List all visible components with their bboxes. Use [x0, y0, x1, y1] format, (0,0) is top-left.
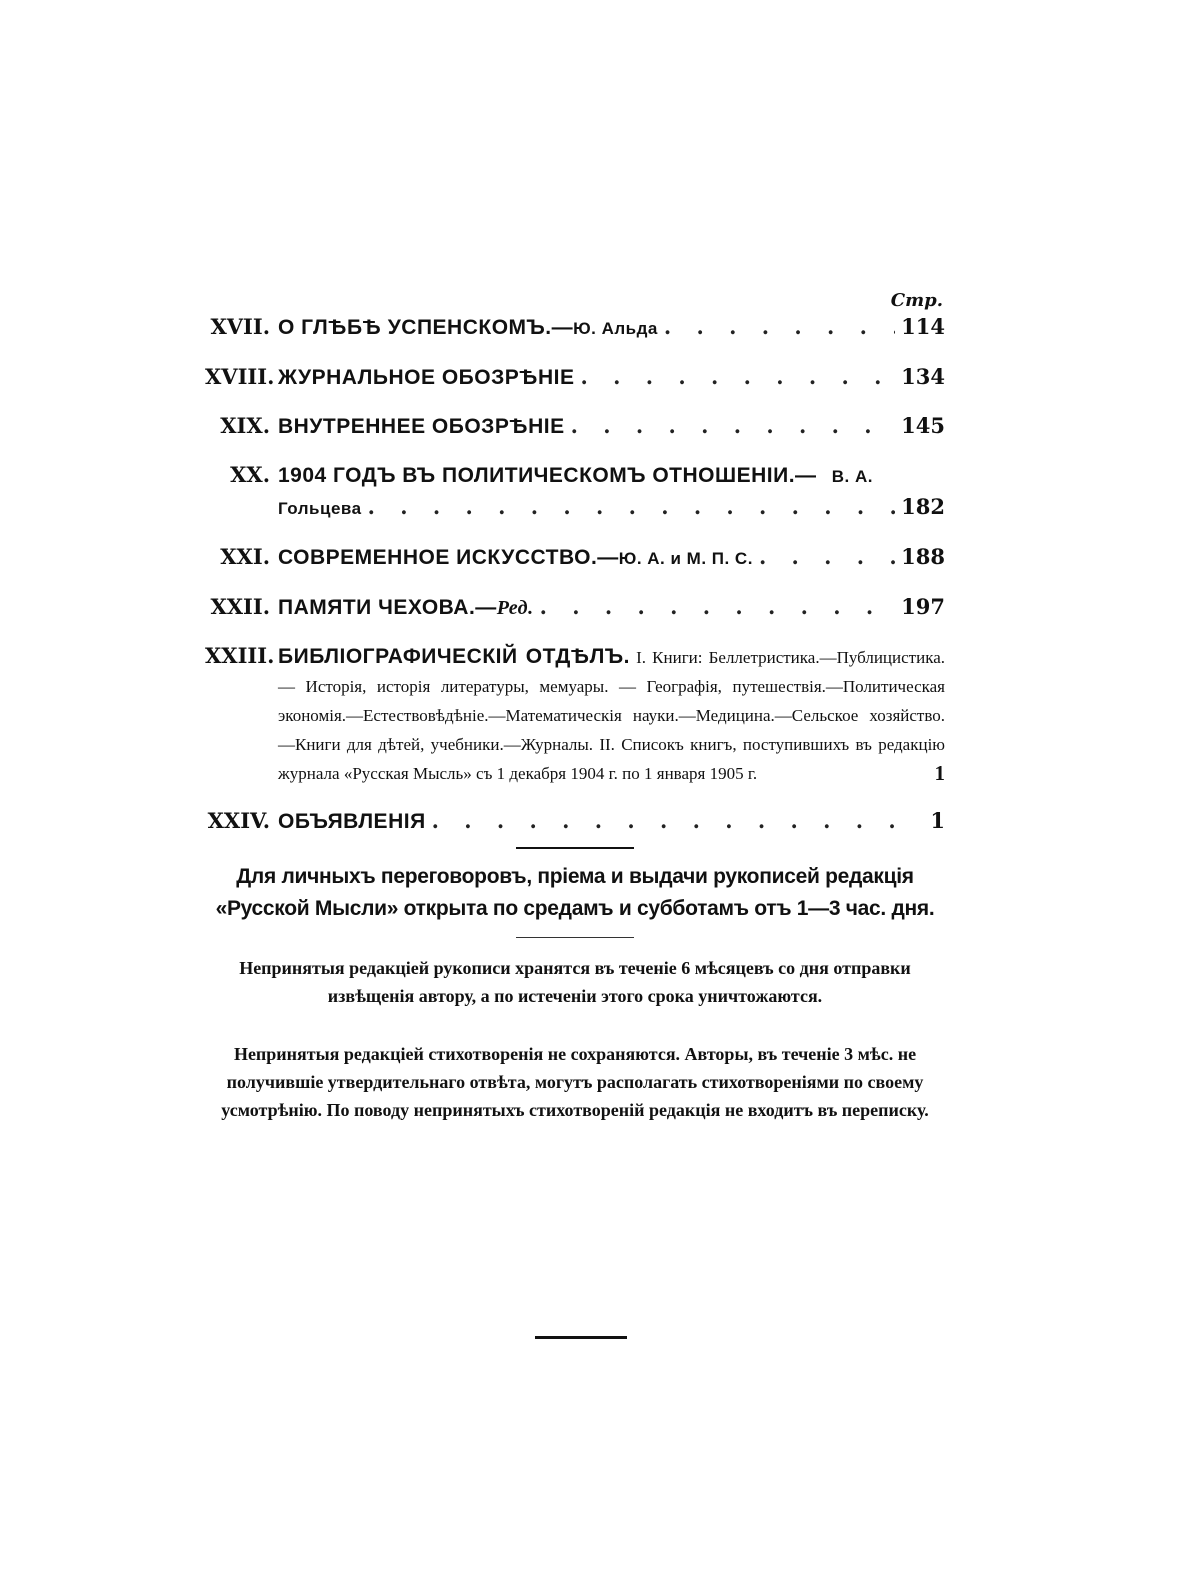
- entry-page: 114: [901, 314, 945, 339]
- toc-entry: [205, 460, 945, 524]
- entry-title: ПАМЯТИ ЧЕХОВА.—: [278, 596, 497, 619]
- entry-title: ВНУТРЕННЕЕ ОБОЗРѢНІЕ: [278, 415, 565, 438]
- dot-leader: [581, 362, 896, 392]
- toc-entry: [205, 362, 945, 393]
- entry-author: Ред.: [496, 597, 534, 619]
- entry-page: 1: [930, 808, 945, 833]
- dot-leader: [540, 592, 896, 622]
- toc-entry: [205, 542, 945, 574]
- poems-notice: Непринятыя редакціей стихотворенія не сохраняются. Авторы, въ теченіе 3 мѣс. не получившіе утвердительнаго отвѣта, могутъ располагать стихотвореніями по своему усмотрѣнію. По поводу непринятыхъ стихотвореній редакція не входитъ въ переписку.: [221, 1044, 929, 1120]
- section-divider: [516, 847, 634, 849]
- entry-title: ЖУРНАЛЬНОЕ ОБОЗРѢНІЕ: [278, 366, 575, 389]
- office-hours-notice: Для личныхъ переговоровъ, пріема и выдачи рукописей редакція «Русской Мысли» открыта по средамъ и субботамъ отъ 1—3 час. дня.: [215, 865, 935, 920]
- entry-page: 188: [901, 544, 945, 569]
- entry-numeral: XXIV .: [205, 806, 270, 836]
- section-divider: [516, 937, 634, 938]
- entry-numeral: XVII .: [205, 312, 270, 342]
- table-of-contents: [205, 290, 945, 1124]
- entry-page: 182: [901, 494, 945, 519]
- toc-entry: [205, 592, 945, 623]
- entry-text: I. Книги: Беллетристика.—Публицистика. — Исторія, исторія литературы, мемуары. — Географія, путешествія.—Политическая экономія.—Естествовѣдѣніе.—Математическія науки.—Медицина.—Сельское хозяйство.—Книги для дѣтей, учебники.—Журналы. II. Списокъ книгъ, поступившихъ въ редакцію журнала «Русская Мысль» съ 1 декабря 1904 г. по 1 января 1905 г.: [278, 648, 945, 783]
- toc-entry: [205, 411, 945, 442]
- entry-page: 197: [901, 594, 945, 619]
- toc-entry: [205, 641, 945, 788]
- entry-numeral: XVIII .: [205, 362, 270, 392]
- entry-page: 145: [901, 413, 945, 438]
- entry-title: СОВРЕМЕННОЕ ИСКУССТВО.—: [278, 546, 619, 569]
- entry-numeral: XX .: [205, 460, 270, 490]
- toc-entry: [205, 312, 945, 344]
- page-column-header: Стр.: [890, 290, 943, 311]
- manuscripts-notice: Непринятыя редакціей рукописи хранятся въ теченіе 6 мѣсяцевъ со дня отправки извѣщенія автору, а по истеченіи этого срока уничтожаются.: [239, 958, 911, 1006]
- dot-leader: [759, 542, 895, 572]
- end-divider: [535, 1336, 627, 1339]
- bibliography-description: [278, 642, 945, 788]
- entry-page: 134: [901, 364, 945, 389]
- entry-numeral: XXII .: [205, 592, 270, 622]
- entry-numeral: XXIII .: [205, 641, 270, 671]
- entry-author: В. А.: [831, 467, 873, 486]
- entry-page: 1: [934, 761, 945, 785]
- entry-numeral: XXI .: [205, 542, 270, 572]
- entry-title: О ГЛѢБѢ УСПЕНСКОМЪ.—: [278, 316, 574, 339]
- dot-leader: [432, 806, 899, 836]
- entry-author: Ю. А. и М. П. С.: [618, 549, 753, 568]
- entry-author: Ю. Альда: [573, 319, 658, 338]
- dot-leader: [571, 411, 896, 441]
- entry-title: БИБЛІОГРАФИЧЕСКІЙ ОТДѢЛЪ.: [278, 645, 630, 668]
- entry-numeral: XIX .: [205, 411, 270, 441]
- dot-leader: [664, 312, 895, 342]
- entry-title: ОБЪЯВЛЕНІЯ: [278, 810, 426, 833]
- entry-author-continued: Гольцева: [278, 499, 362, 518]
- dot-leader: [368, 492, 896, 522]
- toc-entry: [205, 806, 945, 837]
- entry-title: 1904 ГОДЪ ВЪ ПОЛИТИЧЕСКОМЪ ОТНОШЕНІИ.—: [278, 464, 817, 487]
